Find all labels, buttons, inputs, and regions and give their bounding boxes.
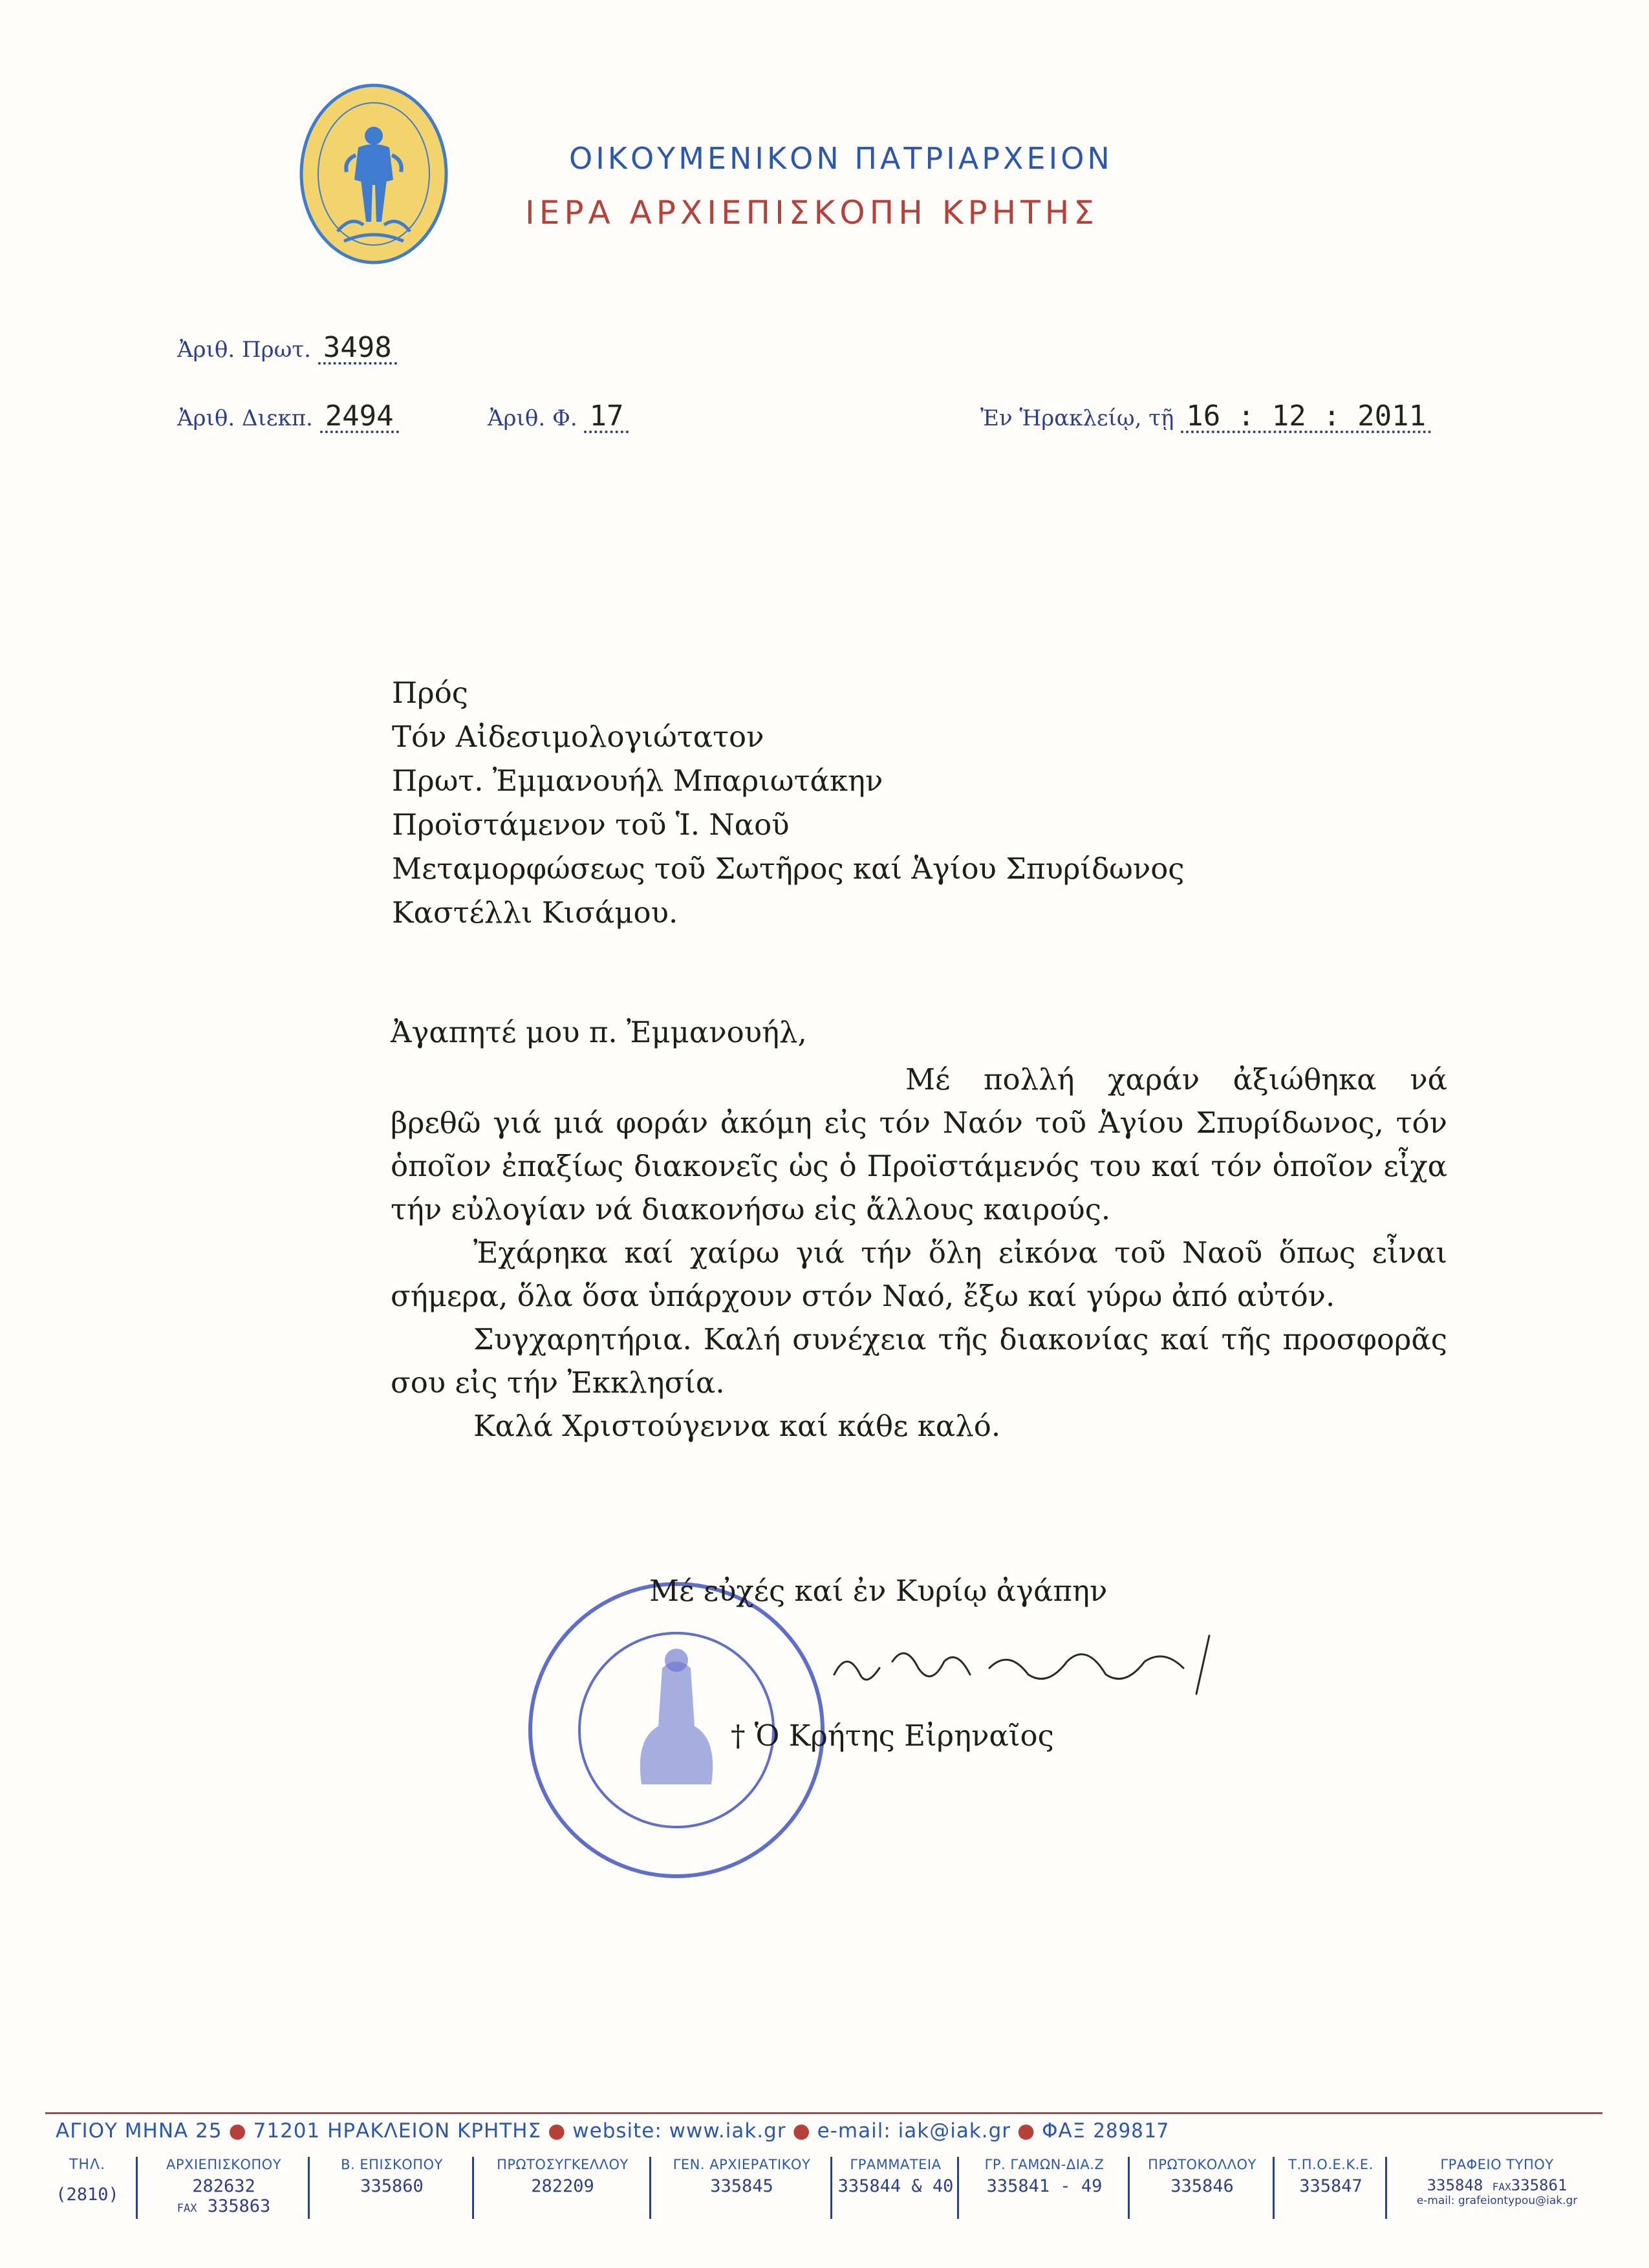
dispatch-number-field [177, 402, 399, 433]
phone-entry-label: Β. ΕΠΙΣΚΟΠΟΥ [341, 2157, 443, 2172]
footer-contact-line [56, 2119, 1169, 2143]
phone-entry-number: 335847 [1299, 2176, 1363, 2196]
phone-entry-fax: FAX 335863 [177, 2196, 271, 2216]
closing-phrase: Μέ εὐχές καί ἐν Κυρίῳ ἀγάπην [649, 1574, 1108, 1608]
footer-email-label: e-mail: [817, 2119, 891, 2143]
footer-website-label: website: [572, 2119, 662, 2143]
phone-entry-number: 335860 [360, 2176, 424, 2196]
file-number-value: 17 [584, 402, 629, 433]
date-value: 16 : 12 : 2011 [1181, 402, 1431, 433]
date-field [980, 402, 1431, 433]
phone-entry [136, 2157, 310, 2219]
phone-entry-label: ΓΕΝ. ΑΡΧΙΕΡΑΤΙΚΟΥ [673, 2157, 811, 2172]
phone-entry [649, 2157, 832, 2219]
bullet-icon: ● [228, 2119, 247, 2143]
file-number-field [488, 402, 629, 433]
phone-entry [1385, 2157, 1607, 2219]
archdiocese-emblem [299, 83, 449, 265]
letterhead-patriarchate: ΟΙΚΟΥΜΕΝΙΚΟΝ ΠΑΤΡΙΑΡΧΕΙΟΝ [569, 141, 1113, 176]
bullet-icon: ● [548, 2119, 566, 2143]
phone-entry-number: 282209 [531, 2176, 594, 2196]
recipient-line: Μεταμορφώσεως τοῦ Σωτῆρος καί Ἁγίου Σπυρίδωνος [392, 851, 1185, 886]
emblem-graphic [299, 83, 449, 265]
footer-postal: 71201 ΗΡΑΚΛΕΙΟΝ ΚΡΗΤΗΣ [253, 2119, 542, 2143]
phone-entry [957, 2157, 1130, 2219]
phone-entry [308, 2157, 474, 2219]
letter-body [391, 1058, 1447, 1448]
date-label: Ἐν Ἡρακλείῳ, τῇ [980, 405, 1174, 431]
recipient-block [392, 671, 1185, 935]
phone-entry-number: 335846 [1170, 2176, 1234, 2196]
file-number-label: Ἀριθ. Φ. [488, 405, 577, 431]
bullet-icon: ● [792, 2119, 811, 2143]
footer-email: iak@iak.gr [898, 2119, 1011, 2143]
footer-website: www.iak.gr [669, 2119, 786, 2143]
phone-entry-label: ΓΡ. ΓΑΜΩΝ-ΔΙΑ.Ζ [984, 2157, 1105, 2172]
phone-area-code [39, 2157, 136, 2205]
phone-entry-number: 282632 [192, 2176, 255, 2196]
letter-paragraph: Καλά Χριστούγεννα καί κάθε καλό. [473, 1409, 1001, 1443]
protocol-number-label: Ἀριθ. Πρωτ. [177, 337, 311, 363]
phone-entry-number: 335841 - 49 [986, 2176, 1103, 2196]
footer-fax-label: ΦΑΞ [1042, 2119, 1086, 2143]
salutation: Ἀγαπητέ μου π. Ἐμμανουήλ, [391, 1015, 807, 1049]
letterhead-archdiocese: ΙΕΡΑ ΑΡΧΙΕΠΙΣΚΟΠΗ ΚΡΗΤΗΣ [525, 194, 1099, 231]
phone-entry-email[interactable]: e-mail: grafeiontypou@iak.gr [1416, 2194, 1578, 2207]
footer-divider [45, 2112, 1602, 2114]
letter-paragraph: Ἐχάρηκα καί χαίρω γιά τήν ὅλη εἰκόνα τοῦ Ναοῦ ὅπως εἶναι σήμερα, ὅλα ὅσα ὑπάρχουν στόν Ναό, ἔξω καί γύρω ἀπό αὐτόν. [391, 1236, 1447, 1313]
phone-entry-label: Τ.Π.Ο.Ε.Κ.Ε. [1288, 2157, 1374, 2172]
phone-entry-label: ΓΡΑΦΕΙΟ ΤΥΠΟΥ [1440, 2157, 1554, 2172]
phone-entry-label: ΠΡΩΤΟΣΥΓΚΕΛΛΟΥ [497, 2157, 629, 2172]
recipient-line: Καστέλλι Κισάμου. [392, 895, 678, 930]
recipient-line: Πρωτ. Ἐμμανουήλ Μπαριωτάκην [392, 764, 883, 798]
footer-address: ΑΓΙΟΥ ΜΗΝΑ 25 [56, 2119, 222, 2143]
letter-paragraph: Μέ πολλή χαράν ἀξιώθηκα νά βρεθῶ γιά μιά φοράν ἀκόμη εἰς τόν Ναόν τοῦ Ἁγίου Σπυρίδωνος, τόν ὁποῖον ἐπαξίως διακονεῖς ὡς ὁ Προϊστάμενός του καί τόν ὁποῖον εἶχα τήν εὐλογίαν νά διακονήσω εἰς ἄλλους καιρούς. [391, 1062, 1447, 1226]
phone-entry-number: 335848 FAX335861 [1427, 2176, 1568, 2194]
phone-directory [39, 2157, 1617, 2254]
phone-entry-label: ΑΡΧΙΕΠΙΣΚΟΠΟΥ [166, 2157, 282, 2172]
phone-entry-label: ΠΡΩΤΟΚΟΛΛΟΥ [1148, 2157, 1256, 2172]
signatory-name: † Ὁ Κρήτης Εἰρηναῖος [731, 1718, 1054, 1753]
phone-entry-number: 335845 [710, 2176, 773, 2196]
signature-graphic [821, 1623, 1235, 1700]
protocol-number-value: 3498 [318, 334, 397, 365]
phone-entry [1128, 2157, 1275, 2219]
phone-entry [1273, 2157, 1387, 2219]
phone-entry [472, 2157, 651, 2219]
protocol-number-field [177, 331, 397, 365]
area-code: (2810) [56, 2185, 119, 2205]
phone-entry-label: ΓΡΑΜΜΑΤΕΙΑ [850, 2157, 942, 2172]
recipient-line: Τόν Αἰδεσιμολογιώτατον [392, 720, 764, 754]
footer-fax: 289817 [1093, 2119, 1170, 2143]
letter-paragraph: Συγχαρητήρια. Καλή συνέχεια τῆς διακονίας καί τῆς προσφορᾶς σου εἰς τήν Ἐκκλησία. [391, 1322, 1447, 1400]
recipient-line: Προϊστάμενον τοῦ Ἱ. Ναοῦ [392, 808, 790, 842]
dispatch-number-value: 2494 [320, 402, 399, 433]
handwritten-signature [821, 1623, 1235, 1700]
phone-label: ΤΗΛ. [69, 2157, 106, 2173]
phone-entry [830, 2157, 959, 2219]
bullet-icon: ● [1017, 2119, 1036, 2143]
dispatch-number-label: Ἀριθ. Διεκπ. [177, 405, 313, 431]
recipient-to: Πρός [392, 676, 468, 710]
phone-entry-number: 335844 & 40 [837, 2176, 954, 2196]
